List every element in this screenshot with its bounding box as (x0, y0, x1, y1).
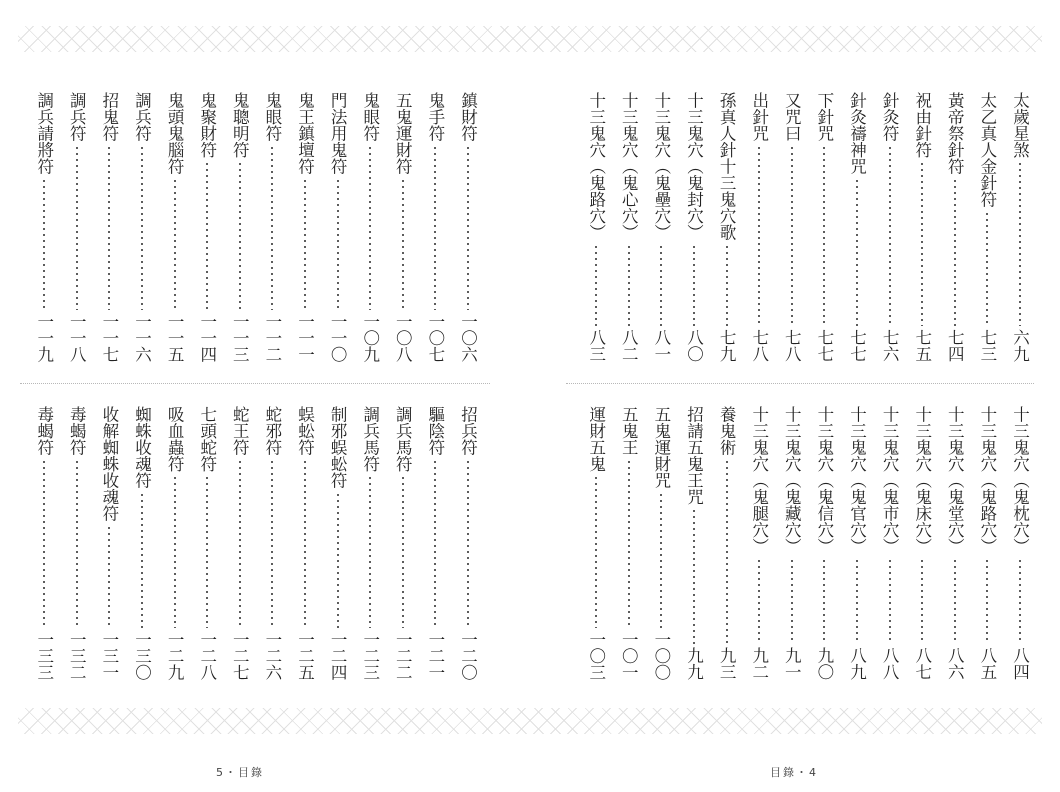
toc-entry-title: 十三鬼穴（鬼路穴） (977, 406, 997, 555)
toc-entry (717, 92, 737, 362)
toc-entry-title: 蛇王符 (230, 406, 250, 456)
toc-entry-title: 十三鬼穴（鬼枕穴） (1010, 406, 1030, 555)
toc-entry-title: 黃帝祭針符 (945, 92, 965, 175)
toc-entry-page-number: 八七 (912, 647, 932, 680)
toc-entry (880, 92, 900, 362)
toc-leader-dots (856, 558, 858, 645)
toc-entry-page-number: 八三 (586, 329, 606, 362)
toc-entry (360, 406, 380, 680)
toc-leader-dots (304, 178, 306, 310)
toc-entry-title: 十三鬼穴（鬼心穴） (619, 92, 639, 241)
toc-entry-title: 招請五鬼王咒 (684, 406, 704, 505)
toc-entry-title: 鬼頭鬼腦符 (165, 92, 185, 175)
toc-leader-dots (434, 459, 436, 628)
toc-entry-page-number: 一一五 (165, 312, 185, 362)
toc-leader-dots (954, 178, 956, 327)
toc-entry-page-number: 九九 (684, 647, 704, 680)
toc-leader-dots (304, 459, 306, 628)
toc-leader-dots (889, 145, 891, 327)
toc-entry-page-number: 一二六 (262, 630, 282, 680)
toc-entry-page-number: 九一 (782, 647, 802, 680)
toc-leader-dots (206, 161, 208, 310)
toc-entry-page-number: 一二五 (295, 630, 315, 680)
toc-entry-page-number: 一二〇 (458, 630, 478, 680)
toc-entry-title: 鬼聰明符 (230, 92, 250, 158)
toc-leader-dots (921, 558, 923, 645)
toc-leader-dots (856, 178, 858, 327)
toc-leader-dots (889, 558, 891, 645)
toc-leader-dots (43, 459, 45, 628)
toc-entry-title: 毒蝎符 (67, 406, 87, 456)
toc-entry (651, 92, 671, 362)
toc-entry (458, 92, 478, 362)
toc-leader-dots (467, 145, 469, 310)
toc-entry-page-number: 一二八 (197, 630, 217, 680)
toc-entry (945, 406, 965, 680)
toc-entry-title: 五鬼運財咒 (651, 406, 671, 489)
toc-leader-dots (986, 558, 988, 645)
toc-entry (360, 92, 380, 362)
toc-entry-page-number: 一一三 (230, 312, 250, 362)
right-page-footer: 目錄・4 (770, 766, 818, 779)
toc-entry (67, 406, 87, 680)
toc-entry-title: 招鬼符 (99, 92, 119, 142)
toc-entry-page-number: 八九 (847, 647, 867, 680)
toc-leader-dots (369, 475, 371, 628)
toc-entry (328, 406, 348, 680)
toc-leader-dots (369, 145, 371, 310)
toc-entry-title: 七頭蛇符 (197, 406, 217, 472)
toc-entry-title: 祝由針符 (912, 92, 932, 158)
toc-entry (814, 406, 834, 680)
toc-leader-dots (628, 244, 630, 327)
toc-entry-title: 太歲星煞 (1010, 92, 1030, 158)
toc-entry-page-number: 八六 (945, 647, 965, 680)
toc-entry (912, 92, 932, 362)
toc-entry-title: 調兵請將符 (34, 92, 54, 175)
toc-entry-page-number: 七六 (880, 329, 900, 362)
toc-entry (847, 406, 867, 680)
toc-leader-dots (206, 475, 208, 628)
toc-leader-dots (141, 492, 143, 628)
toc-entry-page-number: 一二七 (230, 630, 250, 680)
toc-entry (619, 92, 639, 362)
toc-entry-title: 針灸符 (880, 92, 900, 142)
toc-entry (847, 92, 867, 362)
toc-entry-page-number: 一一〇 (328, 312, 348, 362)
toc-entry-title: 鬼聚財符 (197, 92, 217, 158)
left-page-footer: 5・目錄 (216, 766, 264, 779)
toc-entry-title: 招兵符 (458, 406, 478, 456)
toc-entry-page-number: 七五 (912, 329, 932, 362)
toc-leader-dots (337, 492, 339, 628)
toc-entry (197, 406, 217, 680)
toc-entry-page-number: 一〇七 (425, 312, 445, 362)
toc-entry (67, 92, 87, 362)
toc-entry (165, 92, 185, 362)
toc-leader-dots (174, 475, 176, 628)
toc-leader-dots (628, 459, 630, 628)
toc-entry-title: 制邪蜈蚣符 (328, 406, 348, 489)
toc-entry-title: 出針咒 (749, 92, 769, 142)
toc-entry-page-number: 一〇一 (619, 630, 639, 680)
toc-leader-dots (271, 459, 273, 628)
toc-entry-page-number: 一一六 (132, 312, 152, 362)
toc-leader-dots (954, 558, 956, 645)
toc-entry (586, 92, 606, 362)
toc-entry-title: 蜈蚣符 (295, 406, 315, 456)
toc-entry-title: 調兵符 (132, 92, 152, 142)
toc-entry (295, 406, 315, 680)
toc-entry-title: 門法用鬼符 (328, 92, 348, 175)
toc-entry-page-number: 七四 (945, 329, 965, 362)
toc-leader-dots (660, 244, 662, 327)
toc-entry-page-number: 一〇六 (458, 312, 478, 362)
toc-leader-dots (693, 508, 695, 644)
toc-entry (880, 406, 900, 680)
toc-entry (1010, 406, 1030, 680)
toc-leader-dots (823, 558, 825, 645)
left-page-divider (20, 383, 490, 384)
top-decorative-border (18, 26, 1042, 52)
toc-entry-title: 十三鬼穴（鬼壘穴） (651, 92, 671, 241)
toc-entry (230, 406, 250, 680)
toc-entry-page-number: 七八 (782, 329, 802, 362)
toc-entry-title: 鎮財符 (458, 92, 478, 142)
toc-entry (132, 406, 152, 680)
toc-entry (458, 406, 478, 680)
toc-entry-title: 十三鬼穴（鬼堂穴） (945, 406, 965, 555)
toc-entry-title: 養鬼術 (717, 406, 737, 456)
toc-entry-title: 十三鬼穴（鬼信穴） (814, 406, 834, 555)
bottom-decorative-border (18, 708, 1042, 734)
toc-entry (814, 92, 834, 362)
toc-leader-dots (1019, 558, 1021, 645)
toc-entry-title: 十三鬼穴（鬼床穴） (912, 406, 932, 555)
toc-leader-dots (76, 459, 78, 628)
toc-entry-page-number: 八二 (619, 329, 639, 362)
toc-leader-dots (595, 475, 597, 628)
toc-entry (977, 406, 997, 680)
toc-leader-dots (337, 178, 339, 310)
toc-leader-dots (434, 145, 436, 310)
toc-entry-page-number: 一三二 (67, 630, 87, 680)
toc-entry-title: 調兵符 (67, 92, 87, 142)
toc-entry-page-number: 八八 (880, 647, 900, 680)
toc-entry-title: 調兵馬符 (360, 406, 380, 472)
toc-entry-page-number: 一二一 (425, 630, 445, 680)
toc-entry-page-number: 一一八 (67, 312, 87, 362)
toc-entry (425, 406, 445, 680)
toc-entry (684, 406, 704, 680)
toc-entry-page-number: 一〇三 (586, 630, 606, 680)
toc-entry-page-number: 八四 (1010, 647, 1030, 680)
toc-entry (782, 92, 802, 362)
toc-leader-dots (43, 178, 45, 310)
toc-entry (34, 92, 54, 362)
toc-entry (99, 92, 119, 362)
toc-entry (1010, 92, 1030, 362)
toc-entry-title: 鬼手符 (425, 92, 445, 142)
toc-entry (99, 406, 119, 680)
toc-leader-dots (1019, 161, 1021, 326)
toc-leader-dots (239, 459, 241, 628)
toc-entry-title: 又咒曰 (782, 92, 802, 142)
toc-entry (945, 92, 965, 362)
toc-entry-page-number: 七七 (847, 329, 867, 362)
toc-entry (165, 406, 185, 680)
toc-entry (262, 406, 282, 680)
toc-entry (684, 92, 704, 362)
toc-leader-dots (108, 145, 110, 310)
toc-leader-dots (271, 145, 273, 310)
toc-entry-title: 十三鬼穴（鬼官穴） (847, 406, 867, 555)
right-page-divider (566, 383, 1034, 384)
toc-entry-page-number: 七三 (977, 329, 997, 362)
toc-entry-title: 蜘蛛收魂符 (132, 406, 152, 489)
toc-entry-page-number: 九三 (717, 647, 737, 680)
toc-leader-dots (141, 145, 143, 310)
toc-entry-title: 收解蜘蛛收魂符 (99, 406, 119, 522)
toc-leader-dots (726, 459, 728, 645)
toc-entry-title: 孫真人針十三鬼穴歌 (717, 92, 737, 241)
toc-leader-dots (402, 178, 404, 310)
toc-entry-page-number: 七七 (814, 329, 834, 362)
toc-entry-title: 調兵馬符 (393, 406, 413, 472)
toc-entry-page-number: 九二 (749, 647, 769, 680)
toc-leader-dots (758, 145, 760, 327)
toc-entry-title: 十三鬼穴（鬼腿穴） (749, 406, 769, 555)
toc-entry (295, 92, 315, 362)
toc-leader-dots (108, 525, 110, 628)
toc-entry (651, 406, 671, 680)
toc-entry-title: 太乙真人金針符 (977, 92, 997, 208)
toc-leader-dots (76, 145, 78, 310)
toc-entry (34, 406, 54, 680)
toc-entry-page-number: 一一七 (99, 312, 119, 362)
toc-leader-dots (791, 145, 793, 327)
toc-leader-dots (660, 492, 662, 628)
toc-entry (393, 92, 413, 362)
toc-entry-title: 鬼王鎮壇符 (295, 92, 315, 175)
toc-entry-page-number: 一二四 (328, 630, 348, 680)
toc-leader-dots (726, 244, 728, 327)
toc-entry-page-number: 八〇 (684, 329, 704, 362)
toc-leader-dots (758, 558, 760, 645)
toc-entry (619, 406, 639, 680)
toc-entry-page-number: 一一四 (197, 312, 217, 362)
toc-entry-title: 蛇邪符 (262, 406, 282, 456)
toc-leader-dots (921, 161, 923, 326)
toc-entry-page-number: 七八 (749, 329, 769, 362)
toc-entry-title: 鬼眼符 (360, 92, 380, 142)
toc-leader-dots (986, 211, 988, 327)
toc-entry-page-number: 八五 (977, 647, 997, 680)
toc-entry (749, 92, 769, 362)
toc-leader-dots (174, 178, 176, 310)
toc-entry-title: 十三鬼穴（鬼路穴） (586, 92, 606, 241)
toc-entry (425, 92, 445, 362)
toc-leader-dots (791, 558, 793, 645)
toc-entry-page-number: 一〇〇 (651, 630, 671, 680)
toc-entry-page-number: 六九 (1010, 329, 1030, 362)
toc-entry-page-number: 一一二 (262, 312, 282, 362)
toc-entry-title: 運財五鬼 (586, 406, 606, 472)
toc-leader-dots (467, 459, 469, 628)
toc-entry-title: 五鬼王 (619, 406, 639, 456)
toc-entry (977, 92, 997, 362)
toc-entry-page-number: 七九 (717, 329, 737, 362)
toc-entry-title: 驅陰符 (425, 406, 445, 456)
toc-entry-title: 五鬼運財符 (393, 92, 413, 175)
toc-entry (230, 92, 250, 362)
toc-entry-page-number: 八一 (651, 329, 671, 362)
toc-entry (586, 406, 606, 680)
toc-entry (262, 92, 282, 362)
toc-entry (782, 406, 802, 680)
toc-entry (912, 406, 932, 680)
toc-entry (393, 406, 413, 680)
toc-entry (749, 406, 769, 680)
toc-entry-title: 鬼眼符 (262, 92, 282, 142)
toc-leader-dots (693, 244, 695, 327)
toc-entry (717, 406, 737, 680)
toc-entry-page-number: 一〇八 (393, 312, 413, 362)
toc-entry-page-number: 一三三 (34, 630, 54, 680)
toc-leader-dots (595, 244, 597, 327)
toc-entry-page-number: 一二二 (393, 630, 413, 680)
toc-entry-title: 十三鬼穴（鬼藏穴） (782, 406, 802, 555)
toc-entry-page-number: 一一一 (295, 312, 315, 362)
toc-entry-title: 吸血蟲符 (165, 406, 185, 472)
toc-leader-dots (402, 475, 404, 628)
toc-leader-dots (823, 145, 825, 327)
toc-entry (132, 92, 152, 362)
toc-entry-page-number: 一三〇 (132, 630, 152, 680)
toc-entry-page-number: 九〇 (814, 647, 834, 680)
toc-entry-page-number: 一二九 (165, 630, 185, 680)
toc-entry (197, 92, 217, 362)
toc-entry (328, 92, 348, 362)
toc-entry-page-number: 一一九 (34, 312, 54, 362)
toc-entry-page-number: 一〇九 (360, 312, 380, 362)
toc-entry-page-number: 一三一 (99, 630, 119, 680)
toc-leader-dots (239, 161, 241, 310)
toc-entry-title: 毒蝎符 (34, 406, 54, 456)
toc-entry-title: 十三鬼穴（鬼市穴） (880, 406, 900, 555)
toc-entry-page-number: 一二三 (360, 630, 380, 680)
toc-entry-title: 下針咒 (814, 92, 834, 142)
toc-entry-title: 針灸禱神咒 (847, 92, 867, 175)
toc-entry-title: 十三鬼穴（鬼封穴） (684, 92, 704, 241)
